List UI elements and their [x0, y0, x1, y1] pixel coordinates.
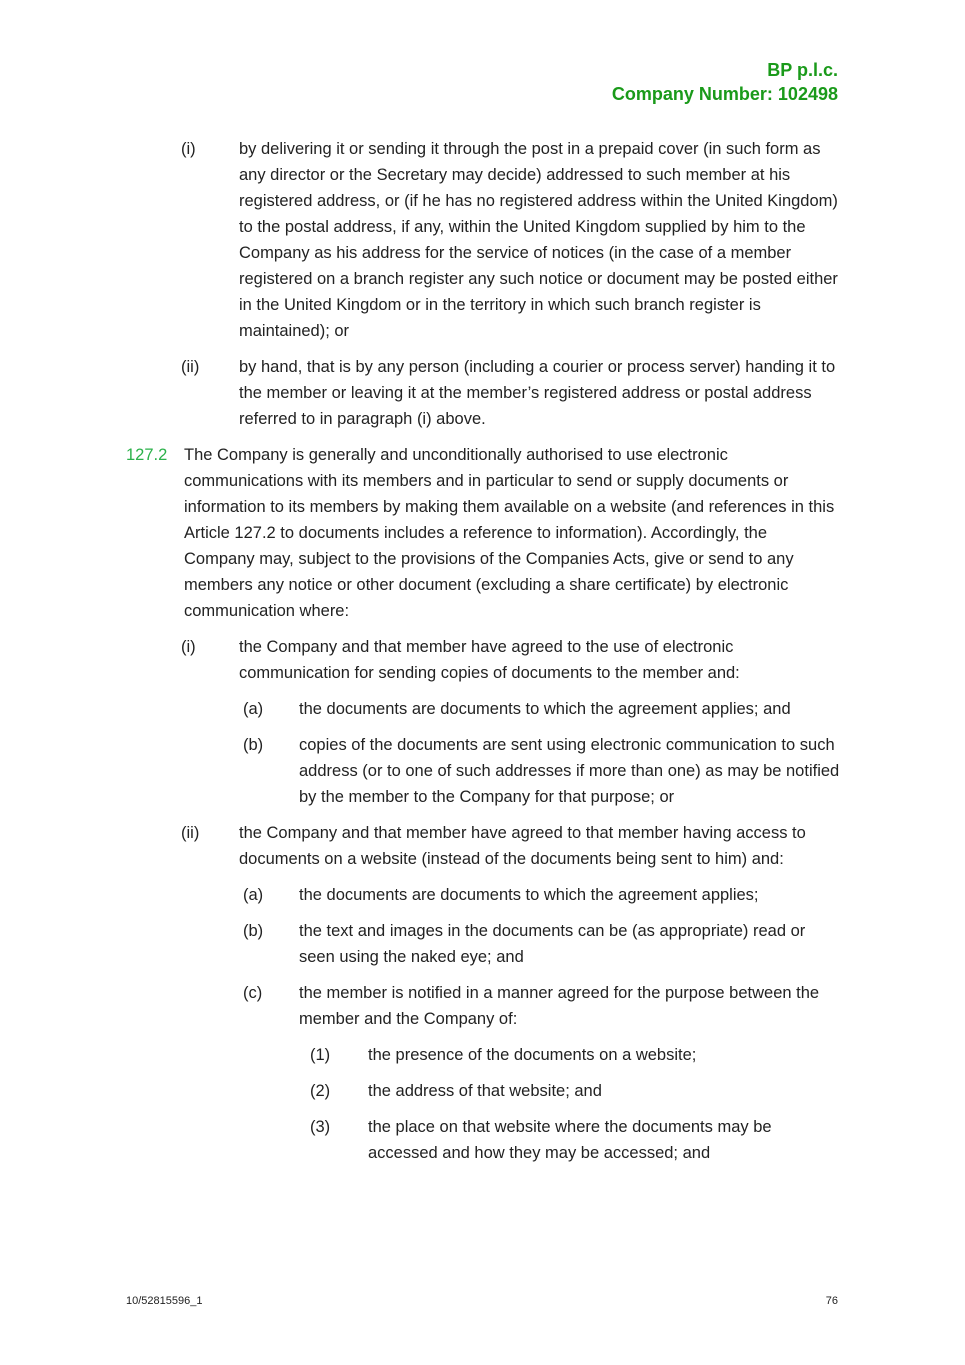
subparagraph-text: the documents are documents to which the agreement applies; and [299, 700, 791, 718]
subparagraph-text: copies of the documents are sent using electronic communication to such address (or to one of such addresses if more than one) as may be notified by the member to the Company for that purpose; or [299, 736, 840, 806]
document-body [0, 136, 965, 1176]
document-reference: 10/52815596_1 [126, 1295, 203, 1307]
item-2 [0, 1078, 965, 1104]
page-header [612, 58, 838, 106]
subparagraph-number: (a) [243, 700, 264, 718]
page-number: 76 [825, 1295, 838, 1307]
subparagraph-number: (c) [243, 984, 263, 1002]
subparagraph-number: (b) [243, 922, 264, 940]
paragraph-text: by delivering it or sending it through the post in a prepaid cover (in such form as any director or the Secretary may decide) addressed to such member at his registered address, or (if he has no registered address within the United Kingdom) to the postal address, if any, within the United Kingdom supplied by him to the Company as his address for the service of notices (in the case of a member registered on a branch register any such notice or document may be posted either in the United Kingdom or in the territory in which such branch register is maintained); or [239, 140, 838, 340]
paragraph-number: (i) [181, 638, 196, 656]
paragraph-text: the Company and that member have agreed to the use of electronic communication for sending copies of documents to the member and: [239, 638, 740, 682]
item-number: (1) [310, 1046, 331, 1064]
paragraph-i-delivery [0, 136, 965, 344]
subparagraph-number: (b) [243, 736, 264, 754]
paragraph-i-electronic [0, 634, 965, 686]
company-number: Company Number: 102498 [611, 84, 838, 104]
paragraph-number: (ii) [181, 824, 200, 842]
paragraph-ii-website [0, 820, 965, 872]
paragraph-number: (i) [181, 140, 196, 158]
subparagraph-text: the documents are documents to which the agreement applies; [299, 886, 759, 904]
subparagraph-b [0, 732, 965, 810]
item-1 [0, 1042, 965, 1068]
section-number: 127.2 [126, 446, 168, 464]
item-3 [0, 1114, 965, 1166]
subparagraph-b [0, 918, 965, 970]
paragraph-ii-by-hand [0, 354, 965, 432]
section-127-2 [0, 442, 965, 624]
subparagraph-text: the text and images in the documents can be (as appropriate) read or seen using the naked eye; and [299, 922, 806, 966]
subparagraph-a [0, 696, 965, 722]
item-number: (3) [310, 1118, 331, 1136]
subparagraph-c [0, 980, 965, 1032]
item-number: (2) [310, 1082, 331, 1100]
item-text: the place on that website where the documents may be accessed and how they may be accessed; and [368, 1118, 772, 1162]
company-name: BP p.l.c. [767, 60, 838, 80]
subparagraph-a [0, 882, 965, 908]
subparagraph-number: (a) [243, 886, 264, 904]
subparagraph-text: the member is notified in a manner agreed for the purpose between the member and the Company of: [299, 984, 820, 1028]
item-text: the presence of the documents on a website; [368, 1046, 697, 1064]
paragraph-number: (ii) [181, 358, 200, 376]
paragraph-text: the Company and that member have agreed to that member having access to documents on a website (instead of the documents being sent to him) and: [239, 824, 806, 868]
section-text: The Company is generally and unconditionally authorised to use electronic communications with its members and in particular to send or supply documents or information to its members by making them available on a website (and references in this Article 127.2 to documents includes a reference to information). Accordingly, the Company may, subject to the provisions of the Companies Acts, give or send to any members any notice or other document (excluding a share certificate) by electronic communication where: [184, 446, 835, 620]
paragraph-text: by hand, that is by any person (including a courier or process server) handing it to the member or leaving it at the member’s registered address or postal address referred to in paragraph (i) above. [239, 358, 836, 428]
item-text: the address of that website; and [368, 1082, 602, 1100]
